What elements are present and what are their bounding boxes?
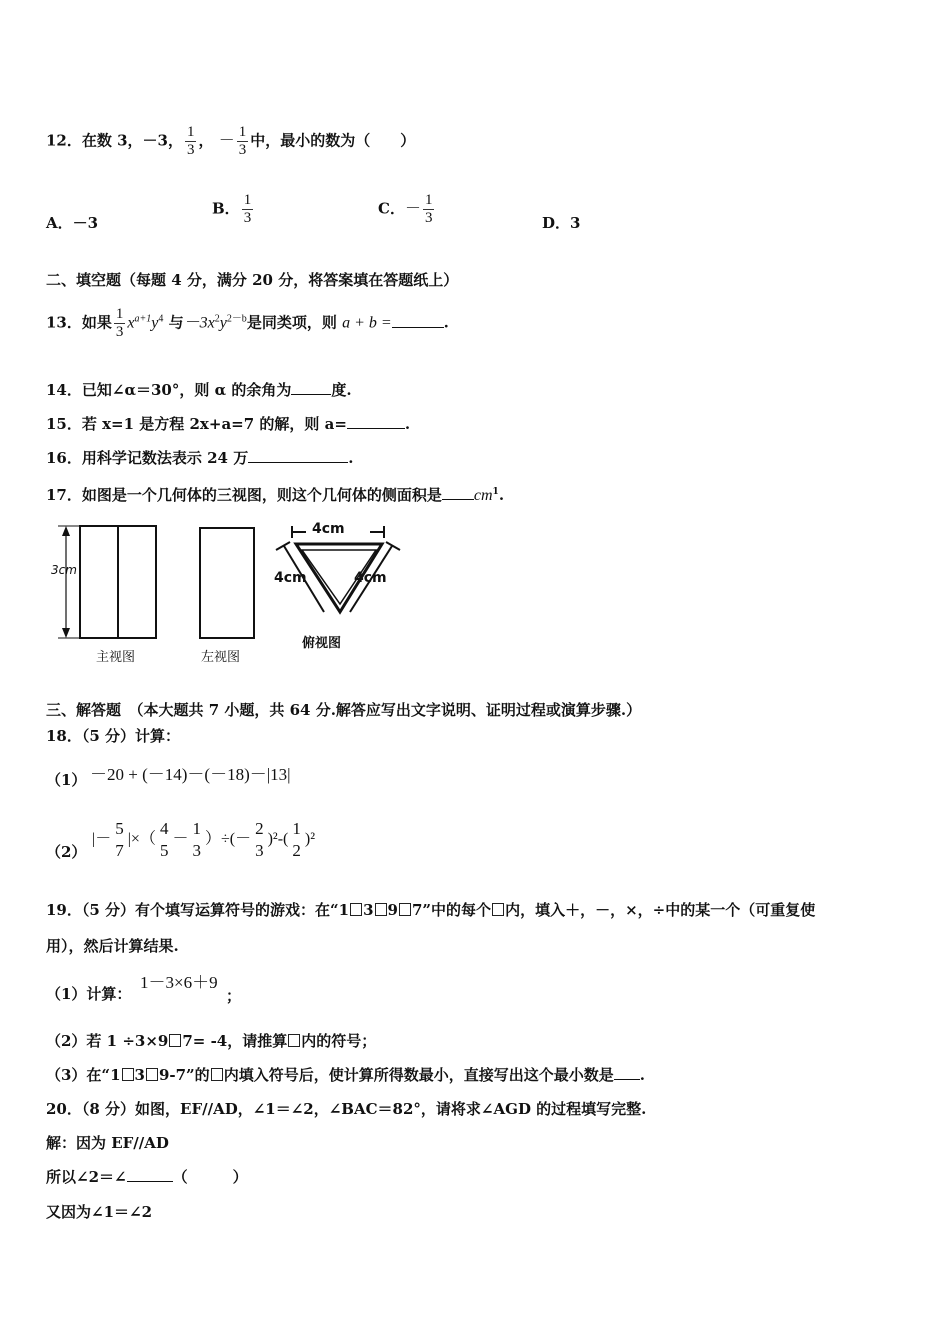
q19-part-1-expression: 1－3×6＋9 [140,973,218,992]
q16-stem: 16．用科学记数法表示 24 万 . [46,449,354,467]
q19-part-1-end: ； [226,987,242,1005]
operator-box[interactable] [169,1034,181,1047]
q13-stem: 13．如果 $\frac{1}{3}$ $x^{a+1}y^4$ 与$-3x^2y^{2-b}$是同类项，则 a + b = . [46,306,449,340]
answer-blank[interactable] [442,485,474,500]
front-view-label: 主视图 [96,650,136,665]
top-view [276,526,400,612]
q12-option-c[interactable]: C．－ $\frac{1}{3}$ [378,192,433,226]
q18-part-2-expression: |－ 5 7 |×（ 4 5 － 1 3 ）÷(－ 2 3 )²-( 1 2 )² [92,819,315,860]
answer-blank[interactable] [127,1167,173,1182]
answer-blank[interactable] [347,414,405,429]
front-view-dimension: 3cm [51,563,77,577]
section-3-heading: 三、解答题 （本大题共 7 小题，共 64 分.解答应写出文字说明、证明过程或演算步骤.） [46,701,642,719]
q19-stem-line-1: 19．（5 分）有个填写运算符号的游戏：在“1 3 9 7”中的每个 内，填入＋，－，×，÷中的某一个（可重复使 [46,901,816,919]
q12-option-d[interactable]: D．3 [542,214,581,232]
q12-stem: 12．在数 3，－3， $\frac{1}{3}$ ， － $\frac{1}{3}$ 中，最小的数为（ ） [46,124,416,158]
answer-blank[interactable] [392,313,444,328]
q18-part-1-label: （1） [46,771,87,789]
q20-line-1: 解：因为 EF//AD [46,1134,169,1152]
fraction: $\frac{1}{3}$ [186,124,195,158]
left-view [200,528,254,638]
answer-blank[interactable] [291,380,331,395]
top-view-label: 俯视图 [302,636,342,651]
q12-option-b[interactable]: B． $\frac{1}{3}$ [212,192,252,226]
q14-stem: 14．已知∠α＝30°，则 α 的余角为 度. [46,381,352,399]
q15-stem: 15．若 x=1 是方程 2x+a=7 的解，则 a= . [46,415,411,433]
operator-box[interactable] [350,903,362,916]
three-view-figure [44,516,404,666]
q20-title: 20．（8 分）如图，EF//AD，∠1＝∠2，∠BAC＝82°，请将求∠AGD 的过程填写完整. [46,1100,647,1118]
q17-stem: 17．如图是一个几何体的三视图，则这个几何体的侧面积是 $cm^1$. [46,486,505,504]
answer-blank[interactable] [614,1065,640,1080]
q19-part-1: （1）计算： [46,985,132,1003]
q20-line-2: 所以∠2＝∠ （ ） [46,1168,248,1186]
top-view-dimension-left: 4cm [274,570,307,586]
q18-title: 18．（5 分）计算： [46,727,181,745]
operator-box [492,903,504,916]
front-view [58,526,156,638]
q20-line-3: 又因为∠1＝∠2 [46,1203,153,1221]
section-2-heading: 二、填空题（每题 4 分，满分 20 分，将答案填在答题纸上） [46,271,459,289]
fraction: $\frac{1}{3}$ [238,124,247,158]
q18-part-1-expression: －20 + (－14)－(－18)－|13| [90,765,291,784]
operator-box[interactable] [122,1068,134,1081]
q19-part-3: （3）在“1 3 9-7”的 内填入符号后，使计算所得数最小，直接写出这个最小数是 . [46,1066,645,1084]
top-view-dimension-right: 4cm [354,570,387,586]
q19-part-2: （2）若 1 ÷3×9 7= -4，请推算 内的符号； [46,1032,377,1050]
operator-box [211,1068,223,1081]
operator-box[interactable] [146,1068,158,1081]
q12-option-a[interactable]: A．－3 [46,214,99,232]
answer-blank[interactable] [248,448,348,463]
operator-box [288,1034,300,1047]
top-view-dimension-top: 4cm [312,521,345,537]
operator-box[interactable] [399,903,411,916]
left-view-label: 左视图 [201,650,241,665]
q18-part-2-label: （2） [46,843,87,861]
q19-stem-line-2: 用），然后计算结果. [46,937,179,955]
operator-box[interactable] [375,903,387,916]
